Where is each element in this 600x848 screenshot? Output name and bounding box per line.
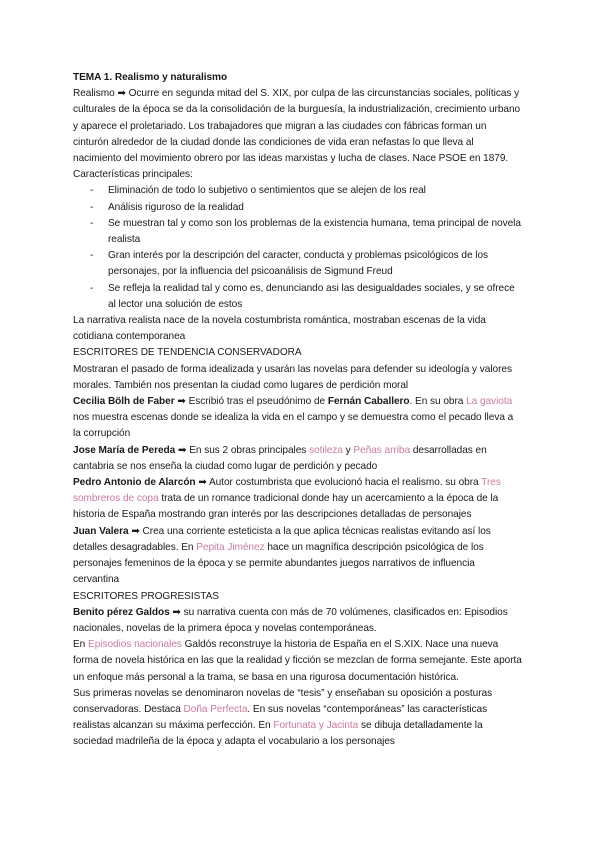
author-name: Pedro Antonio de Alarcón <box>73 477 196 489</box>
valera-text: Crea una corriente esteticista a la que aplica técnicas realistas evitando así los detalles desagradables. En <box>73 525 491 553</box>
list-item-text: Se refleja la realidad tal y como es, denunciando asi las desigualdades sociales, y se ofrece al lector una solución de estos <box>108 282 515 310</box>
primeras-text: Sus primeras novelas se denominaron novelas de “tesis” y enseñaban su oposición a posturas conservadoras. Destaca <box>73 687 493 715</box>
paragraph-realismo <box>73 86 523 167</box>
paragraph-episodios <box>73 637 523 686</box>
list-item <box>90 200 523 216</box>
work-link-penas-arriba[interactable]: Peñas arriba <box>353 444 411 456</box>
pereda-text: En sus 2 obras principales <box>189 444 307 456</box>
episodios-text: En <box>73 639 86 651</box>
author-name: Juan Valera <box>73 525 129 537</box>
author-name: Cecilia Bölh de Faber <box>73 396 175 408</box>
paragraph-pereda <box>73 443 523 475</box>
faber-text: . En su obra <box>409 396 464 408</box>
paragraph-valera <box>73 524 523 589</box>
term-realismo: Realismo <box>73 88 115 100</box>
list-item-text: Se muestran tal y como son los problemas de la existencia humana, tema principal de novela realista <box>108 217 521 246</box>
pereda-text: y <box>345 444 351 456</box>
dash-bullet: - <box>90 217 94 229</box>
heading-conservadora: ESCRITORES DE TENDENCIA CONSERVADORA <box>73 347 302 359</box>
list-item-text: Eliminación de todo lo subjetivo o sentimientos que se alejen de los real <box>108 185 426 197</box>
work-link-fortunata-jacinta[interactable]: Fortunata y Jacinta <box>273 720 359 732</box>
alarcon-text: trata de un romance tradicional donde hay un acercamiento a la época de la historia de España mostrando gran interés por las descripciones detalladas de personajes <box>73 493 499 521</box>
arrow-icon: ➡ <box>177 396 186 408</box>
dash-bullet: - <box>90 201 94 213</box>
work-link-pepita-jimenez[interactable]: Pepita Jiménez <box>196 541 265 553</box>
paragraph-faber <box>73 394 523 443</box>
caracteristicas-list <box>73 183 523 313</box>
work-link-la-gaviota[interactable]: La gaviota <box>466 396 513 408</box>
arrow-icon: ➡ <box>178 444 187 456</box>
work-link-dona-perfecta[interactable]: Doña Perfecta <box>183 703 248 715</box>
paragraph-galdos <box>73 605 523 637</box>
page-title: TEMA 1. Realismo y naturalismo <box>73 72 228 83</box>
list-item-text: Gran interés por la descripción del caracter, conducta y problemas psicológicos de los personajes, por la influencia del psicoanálisis de Sigmund Freud <box>108 250 489 278</box>
caracteristicas-heading: Características principales: <box>73 169 193 181</box>
galdos-text: su narrativa cuenta con más de 70 volúmenes, clasificados en: Episodios nacionales, novelas de la primera época y novelas contemporáneas. <box>73 606 508 634</box>
realismo-text: Ocurre en segunda mitad del S. XIX, por culpa de las circunstancias sociales, políticas y culturales de la época se da la consolidación de la burguesía, la industrialización, crecimiento urbano y aparece el proletariado. Los trabajadores que migran a las ciudades con fábricas forman un cinturón alrededor de la ciudad donde las condiciones de vida eran nefastas lo que lleva al nacimiento del movimiento obrero por las ideas marxistas y lucha de clases. Nace PSOE en 1879. <box>73 88 521 165</box>
list-item <box>90 183 523 199</box>
primeras-text: se dibuja detalladamente la sociedad madrileña de la época y adapta el vocabulario a los personajes <box>73 720 483 748</box>
list-item <box>90 216 523 248</box>
author-name: Benito pérez Galdos <box>73 606 170 618</box>
author-name: Jose María de Pereda <box>73 444 176 456</box>
pseudonym: Fernán Caballero <box>327 396 410 408</box>
work-link-episodios-nacionales[interactable]: Episodios nacionales <box>88 639 182 651</box>
pereda-text: desarrolladas en cantabria se nos enseña la ciudad como lugar de perdición y pecado <box>73 444 487 472</box>
faber-text: nos muestra escenas donde se idealiza la vida en el campo y se demuestra como el pecado lleva a la corrupción <box>73 412 514 440</box>
list-item-text: Análisis riguroso de la realidad <box>108 201 244 213</box>
primeras-text: . En sus novelas “contemporáneas” las características realistas alcanzan su máxima perfección. En <box>73 703 488 732</box>
list-item <box>90 281 523 313</box>
arrow-icon: ➡ <box>117 88 126 100</box>
dash-bullet: - <box>90 282 94 294</box>
paragraph-primeras-novelas <box>73 686 523 751</box>
list-item <box>90 248 523 280</box>
arrow-icon: ➡ <box>131 525 140 537</box>
paragraph-alarcon <box>73 475 523 524</box>
work-link-sotileza[interactable]: sotileza <box>309 444 343 456</box>
alarcon-text: Autor costumbrista que evolucionó hacia el realismo. su obra <box>208 477 479 489</box>
episodios-text: Galdós reconstruye la historia de España en el S.XIX. Nace una nueva forma de novela histórica en las que la realidad y ficción se mezclan de forma semejante. Este aporta un enfoque más personal a la trama, se basa en una rigurosa documentación histórica. <box>73 639 522 683</box>
faber-text: Escribió tras el pseudónimo de <box>188 396 326 408</box>
dash-bullet: - <box>90 250 94 262</box>
document-page <box>73 70 523 751</box>
valera-text: hace un magnífica descripción psicológica de los personajes femeninos de la época y se permite abundantes juegos narrativos de influencia cervantina <box>73 541 484 586</box>
arrow-icon: ➡ <box>198 477 207 489</box>
paragraph-conservadora-intro: Mostraran el pasado de forma idealizada y usarán las novelas para defender su ideología y valores morales. También nos presentan la ciudad como lugares de perdición moral <box>73 363 512 391</box>
arrow-icon: ➡ <box>172 606 181 618</box>
paragraph-narrativa: La narrativa realista nace de la novela costumbrista romántica, mostraban escenas de la vida cotidiana contemporanea <box>73 315 486 343</box>
dash-bullet: - <box>90 185 94 197</box>
heading-progresistas: ESCRITORES PROGRESISTAS <box>73 590 219 602</box>
work-link-tres-sombreros[interactable]: Tres sombreros de copa <box>73 477 501 505</box>
